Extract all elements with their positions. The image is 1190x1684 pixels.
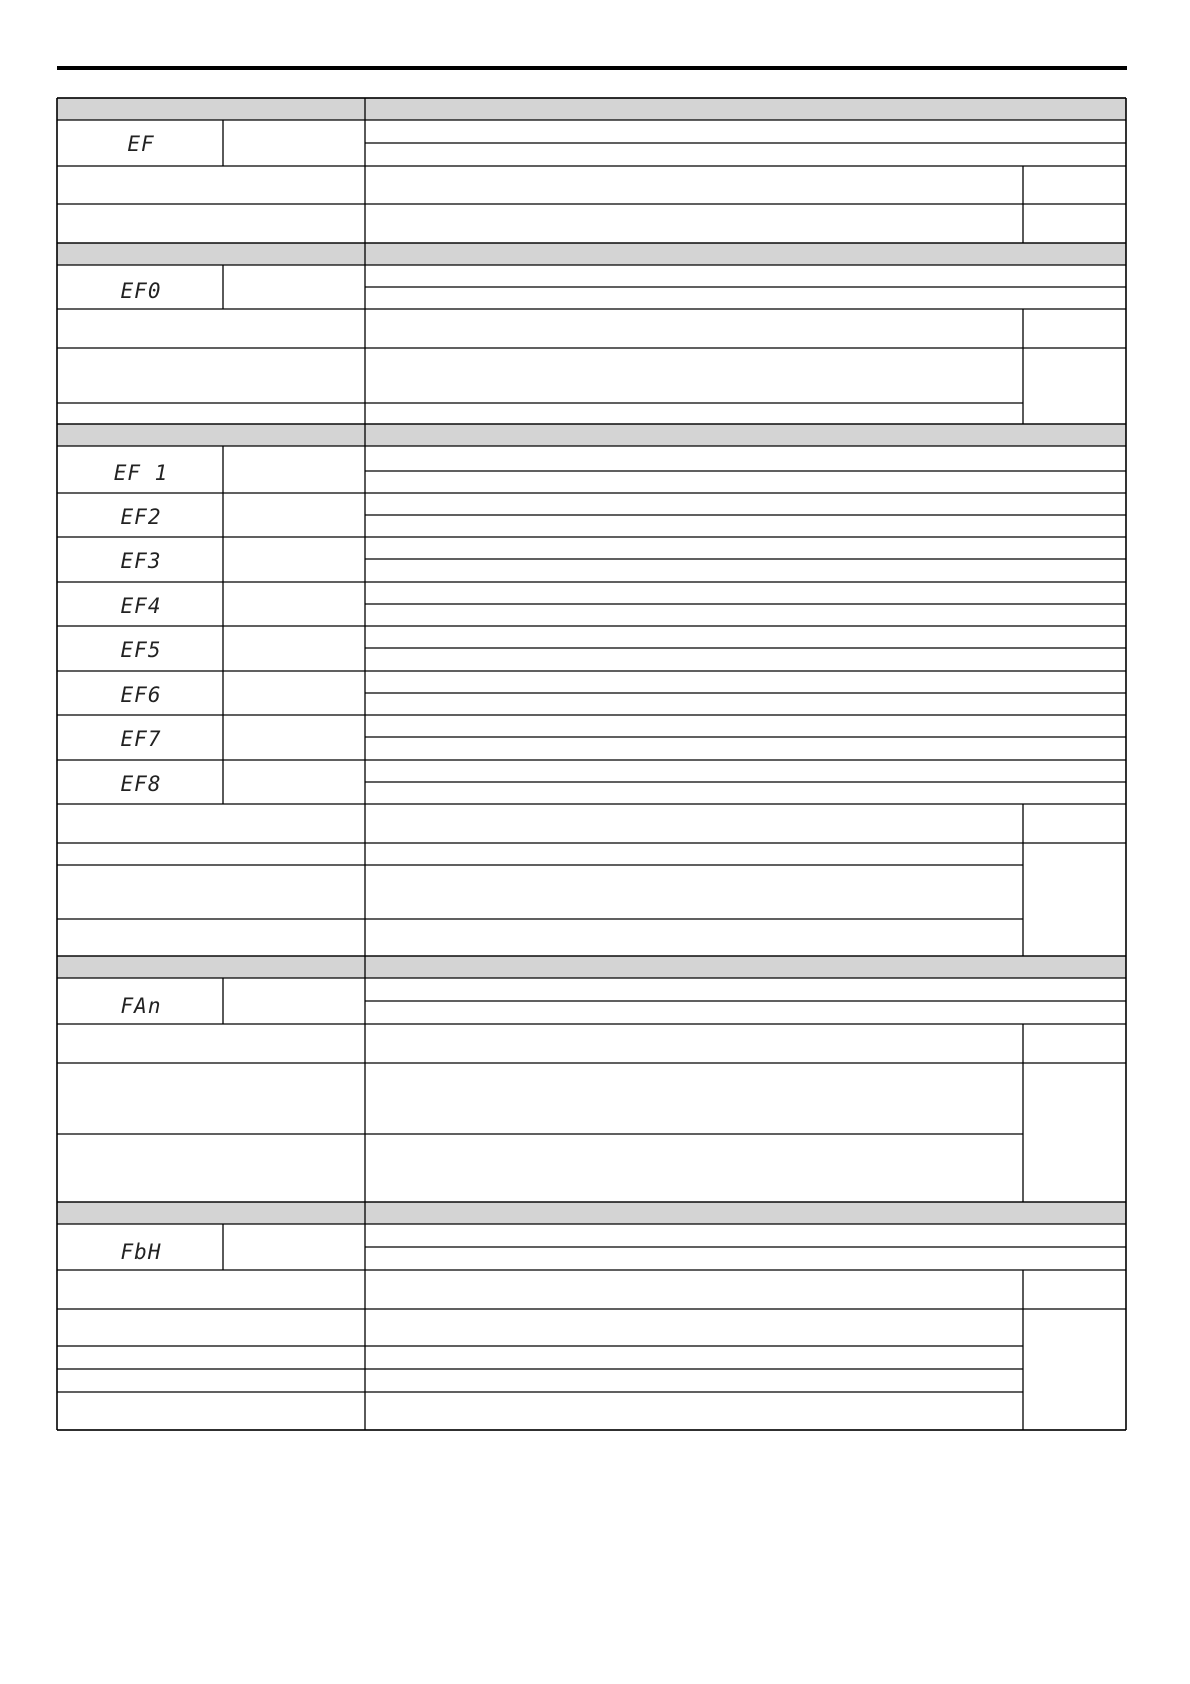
fault-code-ef4: EF4 xyxy=(120,594,162,618)
fault-code-ef: EF xyxy=(127,132,155,156)
fault-code-fan: FAn xyxy=(120,994,162,1018)
fault-code-ef0: EF0 xyxy=(120,279,162,303)
fault-code-ef5: EF5 xyxy=(120,638,162,662)
fault-code-ef8: EF8 xyxy=(120,772,162,796)
fault-code-ef1: EF 1 xyxy=(113,461,169,485)
section-header-band xyxy=(57,1202,1126,1224)
fault-code-ef3: EF3 xyxy=(120,549,162,573)
section-header-band xyxy=(57,956,1126,978)
fault-code-fbh: FbH xyxy=(120,1240,162,1264)
section-header-band xyxy=(57,424,1126,446)
section-header-band xyxy=(57,243,1126,265)
fault-code-ef2: EF2 xyxy=(120,505,162,529)
fault-code-ef6: EF6 xyxy=(120,683,162,707)
fault-code-ef7: EF7 xyxy=(120,727,162,751)
section-header-band xyxy=(57,98,1126,120)
